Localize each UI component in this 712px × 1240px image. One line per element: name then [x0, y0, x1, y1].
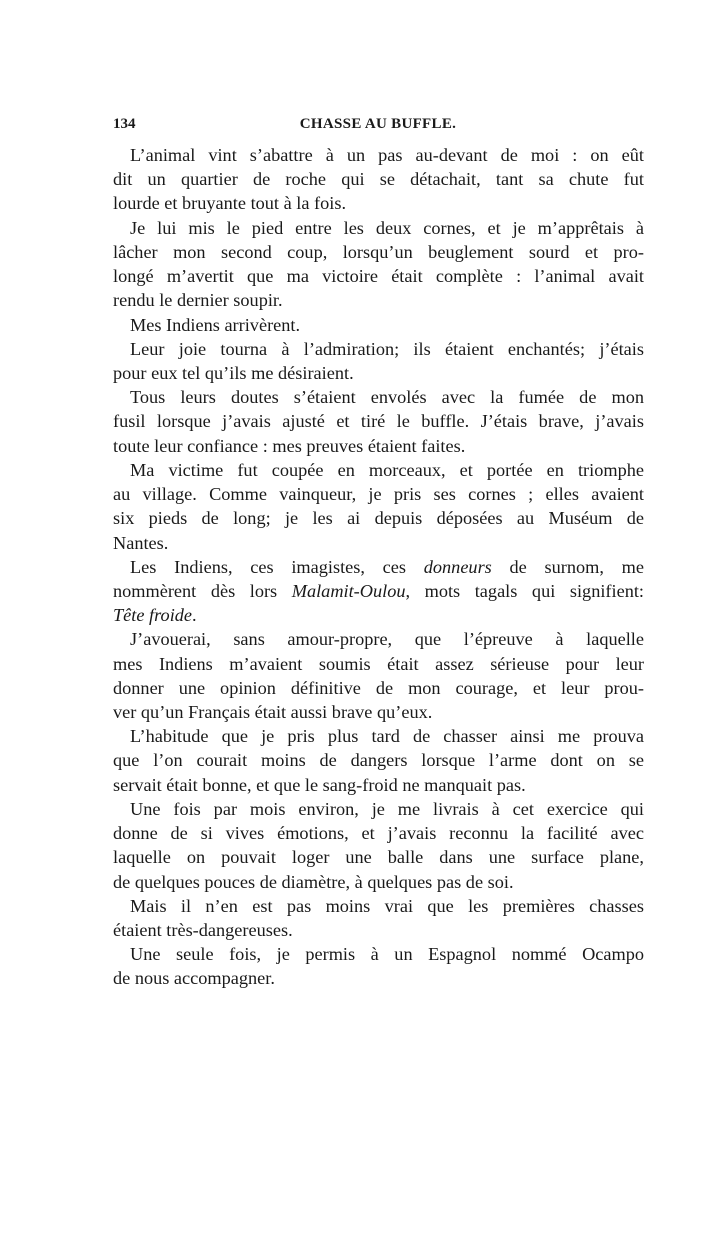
text-segment: , mots tagals qui signifient: — [405, 580, 644, 601]
paragraph — [113, 627, 644, 724]
running-title: CHASSE AU BUFFLE. — [299, 116, 457, 132]
text-line: laquelle on pouvait loger une balle dans une surface plane, — [113, 847, 644, 868]
text-line: étaient très-dangereuses. — [113, 920, 293, 940]
paragraph — [113, 458, 644, 555]
text-line: Mais il n’en est pas moins vrai que les premières chasses — [130, 895, 644, 916]
body-text — [113, 143, 644, 991]
paragraph — [113, 385, 644, 458]
text-line: au village. Comme vainqueur, je pris ses cornes ; elles avaient — [113, 484, 644, 505]
paragraph — [113, 337, 644, 385]
paragraph — [113, 724, 644, 797]
paragraph — [113, 942, 644, 990]
text-segment: Les Indiens, ces imagistes, ces — [130, 556, 424, 577]
paragraph — [113, 797, 644, 894]
text-line: mes Indiens m’avaient soumis était assez sérieuse pour leur — [113, 653, 644, 674]
text-line: rendu le dernier soupir. — [113, 290, 283, 311]
italic-text: donneurs — [423, 556, 492, 577]
text-line: lourde et bruyante tout à la fois. — [113, 193, 347, 214]
text-line: lâcher mon second coup, lorsqu’un beuglement sourd et pro- — [113, 241, 644, 262]
text-line: fusil lorsque j’avais ajusté et tiré le buffle. J’étais brave, j’avais — [113, 411, 644, 432]
text-segment: nommèrent dès lors — [113, 580, 292, 601]
text-line: dit un quartier de roche qui se détachait, tant sa chute fut — [113, 169, 644, 190]
text-line: pour eux tel qu’ils me désiraient. — [113, 362, 354, 383]
text-line: ver qu’un Français était aussi brave qu’eux. — [113, 702, 433, 723]
text-line: donner une opinion définitive de mon courage, et leur prou- — [113, 677, 644, 698]
text-line: Une fois par mois environ, je me livrais à cet exercice qui — [130, 798, 644, 819]
text-line — [113, 555, 644, 579]
text-line: six pieds de long; je les ai depuis déposées au Muséum de — [113, 508, 644, 529]
paragraph — [113, 313, 644, 337]
italic-text: Malamit-Oulou — [291, 580, 406, 601]
paragraph — [113, 894, 644, 942]
text-segment: de surnom, me — [491, 556, 644, 577]
text-line: toute leur confiance : mes preuves étaient faites. — [113, 435, 466, 456]
paragraph — [113, 143, 644, 216]
text-line: servait était bonne, et que le sang-froid ne manquait pas. — [113, 774, 526, 795]
text-line: Tous leurs doutes s’étaient envolés avec la fumée de mon — [130, 387, 644, 408]
page-number: 134 — [113, 116, 136, 132]
italic-text: Tête froide — [113, 605, 193, 626]
text-line: Leur joie tourna à l’admiration; ils étaient enchantés; j’étais — [130, 338, 644, 359]
paragraph — [113, 555, 644, 628]
text-line — [113, 579, 644, 603]
text-line: donne de si vives émotions, et j’avais reconnu la facilité avec — [113, 823, 644, 844]
text-line — [113, 603, 644, 627]
text-line: Une seule fois, je permis à un Espagnol nommé Ocampo — [130, 944, 644, 965]
text-line: L’animal vint s’abattre à un pas au-devant de moi : on eût — [130, 145, 644, 165]
text-line: longé m’avertit que ma victoire était complète : l’animal avait — [113, 266, 644, 287]
text-line: Nantes. — [113, 532, 169, 553]
page-header — [113, 116, 643, 138]
text-line: Mes Indiens arrivèrent. — [130, 314, 301, 335]
text-line: Ma victime fut coupée en morceaux, et portée en triomphe — [130, 459, 644, 480]
text-line: de quelques pouces de diamètre, à quelques pas de soi. — [113, 871, 514, 892]
text-line: Je lui mis le pied entre les deux cornes, et je m’apprêtais à — [130, 217, 644, 238]
text-segment: . — [192, 605, 197, 626]
text-line: de nous accompagner. — [113, 968, 275, 989]
text-line: L’habitude que je pris plus tard de chasser ainsi me prouva — [130, 726, 644, 747]
text-line: que l’on courait moins de dangers lorsque l’arme dont on se — [113, 750, 644, 771]
paragraph — [113, 216, 644, 313]
text-line: J’avouerai, sans amour-propre, que l’épreuve à laquelle — [130, 629, 644, 650]
